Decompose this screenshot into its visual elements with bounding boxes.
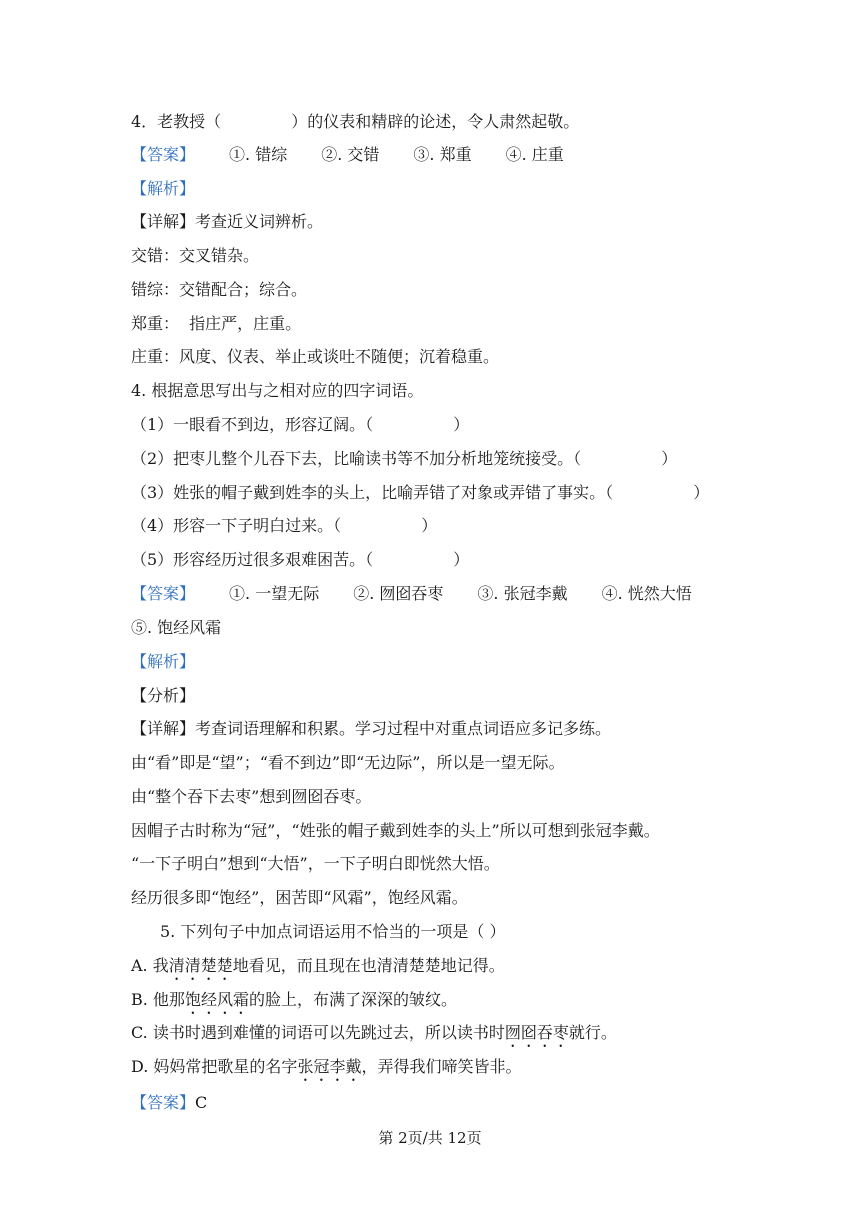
answer-label: 【答案】 (131, 145, 196, 164)
q4a-answer-row (131, 145, 564, 165)
q4b-item: （5）形容经历过很多艰难困苦。（ ） (131, 550, 470, 569)
detail-row (131, 212, 323, 232)
q5-option-a: A. 我清清楚楚地看见，而且现在也清清楚楚地记得。 (131, 956, 505, 975)
page-footer: 第 2页/共 12页 (378, 1129, 482, 1147)
dotted-term: 饱经风霜 (184, 990, 249, 1009)
analysis-label: 【解析】 (131, 179, 196, 198)
q4b-stem: 4. 根据意思写出与之相对应的四字词语。 (131, 381, 424, 400)
q4b-item: （3）姓张的帽子戴到姓李的头上，比喻弄错了对象或弄错了事实。（ ） (131, 483, 710, 502)
explain-line: 经历很多即“饱经”，困苦即“风霜”，饱经风霜。 (131, 888, 468, 907)
explain-line: “一下子明白”想到“大悟”，一下子明白即恍然大悟。 (131, 854, 500, 873)
analysis-label: 【解析】 (131, 652, 196, 671)
q4a-stem-pre: 4．老教授（ (131, 112, 222, 131)
q4b-item: （4）形容一下子明白过来。（ ） (131, 516, 438, 535)
answer-option: ①. 一望无际 (229, 584, 320, 603)
q4a-stem (131, 112, 579, 132)
detail-text: 考查近义词辨析。 (195, 212, 324, 231)
q5-option-d: D. 妈妈常把歌星的名字张冠李戴，弄得我们啼笑皆非。 (131, 1057, 522, 1076)
definition-line: 郑重： 指庄严，庄重。 (131, 314, 302, 333)
explain-line: 因帽子古时称为“冠”，“姓张的帽子戴到姓李的头上”所以可想到张冠李戴。 (131, 821, 660, 840)
explain-line: 由“看”即是“望”；“看不到边”即“无边际”，所以是一望无际。 (131, 753, 565, 772)
answer-option: ②. 交错 (321, 145, 380, 164)
answer-label: 【答案】 (131, 1093, 196, 1112)
answer-label: 【答案】 (131, 584, 196, 603)
detail-text: 考查词语理解和积累。学习过程中对重点词语应多记多练。 (195, 719, 612, 738)
answer-value: C (195, 1093, 208, 1112)
q4b-item: （1）一眼看不到边，形容辽阔。（ ） (131, 415, 470, 434)
answer-option: ②. 囫囵吞枣 (353, 584, 444, 603)
q5-stem: 5. 下列句子中加点词语运用不恰当的一项是（ ） (160, 922, 506, 941)
detail-label: 【详解】 (131, 719, 196, 738)
q4b-item: （2）把枣儿整个儿吞下去，比喻读书等不加分析地笼统接受。（ ） (131, 449, 678, 468)
fenxi-label: 【分析】 (131, 686, 196, 705)
answer-option: ③. 郑重 (413, 145, 472, 164)
answer-option: ①. 错综 (229, 145, 288, 164)
answer-option: ④. 恍然大悟 (601, 584, 692, 603)
definition-line: 庄重：风度、仪表、举止或谈吐不随便；沉着稳重。 (131, 347, 500, 366)
q5-option-c: C. 读书时遇到难懂的词语可以先跳过去，所以读书时囫囵吞枣就行。 (131, 1023, 617, 1042)
q4b-answer-row (131, 584, 692, 604)
dotted-term: 清清楚楚 (168, 956, 233, 975)
dotted-term: 囫囵吞枣 (504, 1023, 569, 1042)
definition-line: 交错：交叉错杂。 (131, 246, 260, 265)
dotted-term: 张冠李戴 (297, 1057, 362, 1076)
explain-line: 由“整个吞下去枣”想到囫囵吞枣。 (131, 787, 372, 806)
q5-answer-row (131, 1093, 207, 1113)
q4a-stem-post: ）的仪表和精辟的论述，令人肃然起敬。 (291, 112, 580, 131)
definition-line: 错综：交错配合；综合。 (131, 280, 308, 299)
detail-label: 【详解】 (131, 212, 196, 231)
q5-option-b: B. 他那饱经风霜的脸上，布满了深深的皱纹。 (131, 990, 457, 1009)
answer-option: ⑤. 饱经风霜 (131, 618, 222, 637)
answer-option: ③. 张冠李戴 (477, 584, 568, 603)
answer-option: ④. 庄重 (505, 145, 564, 164)
detail-row (131, 719, 611, 739)
